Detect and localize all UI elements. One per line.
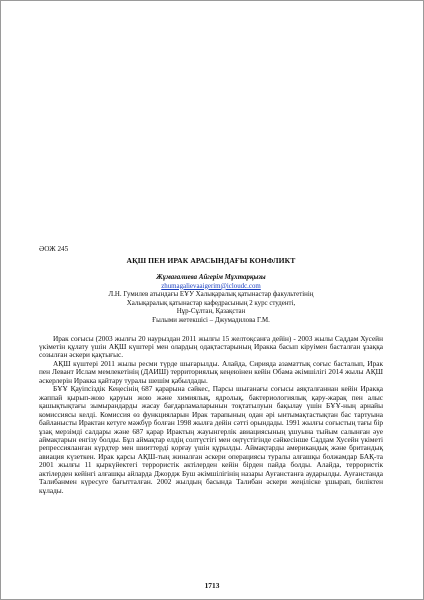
author-email-link[interactable]: zhumagalievaaigerim@icloudc.com — [161, 282, 261, 290]
author-supervisor: Ғылыми жетекшісі – Джумадилова Г.М. — [152, 316, 270, 324]
udc-code: ӘОЖ 245 — [39, 245, 69, 253]
author-city: Нұр-Сұлтан, Қазақстан — [176, 308, 246, 316]
page-number: 1713 — [204, 581, 220, 590]
paragraph-1: Ирак соғысы (2003 жылғы 20 наурыздан 2011 жылғы 15 желтоқсанға дейін) - 2003 жылы Саддам Хусейн үкіметін құлату үшін АҚШ күштері мен олардың одақтастарының Иракка басып кіруімен басталған ұзаққа созылған әскери қақтығыс. — [39, 333, 383, 360]
author-block — [39, 274, 383, 326]
paragraph-2: АҚШ күштері 2011 жылы ресми түрде шығарылды. Алайда, Сирияда азаматтық соғыс басталып, Ирак пен Левант Ислам мемлекетінің (ДАИШ) территориялық кеңеюінен кейін Обама әкімшілігі 2014 жылы АҚШ әскерлерін Иракка қайтару туралы шешім қабылдады. — [39, 358, 383, 385]
document-body — [39, 245, 383, 495]
author-name: Жұмағалиева Айгерім Мұхтарқызы — [156, 274, 266, 281]
paragraph-3: БҰҰ Қауіпсіздік Кеңесінің 687 қарарына сәйкес, Парсы шығанағы соғысы аяқталғаннан кейін Иракқа жаппай қырып-жою қаруын жою және химиялық, ядролық, бактериологиялық қару-жарақ пен алыс қашықтықтағы зымырандарды жасау бағдарламаларынын тоқтатылуын бақылау үшін БҰҰ-ның арнайы комиссиясы келді. Комиссия өз функцияларын Ирак тарапының одан әрі ынтымақтастықтан бас тартуына байланысты Ирактан кетуге мәжбүр болған 1998 жылға дейін сәтті орындады. 1991 жылғы соғыстың тағы бір ұзақ мерзімді салдары және 687 қарар Ирактың жауынгерлік авиациясының ұшуына тыйым салынған әуе аймақтарын енгізу болды. Бұл аймақтар елдің солтүстігі мен оңтүстігінде сәйкесінше Саддам Хусейн үкіметі репрессияланған күрдтер мен шииттерді қорғау үшін құрылды. Аймақтарды американдық және британдық авиация күзеткен. Ирак қарсы АҚШ-тың жиналған әскери операциясы туралы алғашқы болжамдар БАҚ-та 2001 жылғы 11 қыркүйектегі террористік актілерден кейін бірден пайда болды. Алайда, террористік актілерден кейінгі алғашқы айларда Джордж Буш әкімшілігінің назары Ауғанстанға аударылды. Ауғанстанда Талибанмен күресуге бағытталған. 2002 жылдың басында Талибан әскери жеңіліске ұшырап, биліктен кұлады. — [39, 384, 383, 495]
article-title: АҚШ ПЕН ИРАК АРАСЫНДАҒЫ КОНФЛИКТ — [126, 256, 296, 265]
author-affiliation-line2: Халықаралық қатынастар кафедрасының 2 курс студенті, — [126, 299, 296, 307]
author-affiliation-line1: Л.Н. Гумилев атындағы ЕҰУ Халықаралық қатынастар факультетінің — [108, 291, 314, 299]
